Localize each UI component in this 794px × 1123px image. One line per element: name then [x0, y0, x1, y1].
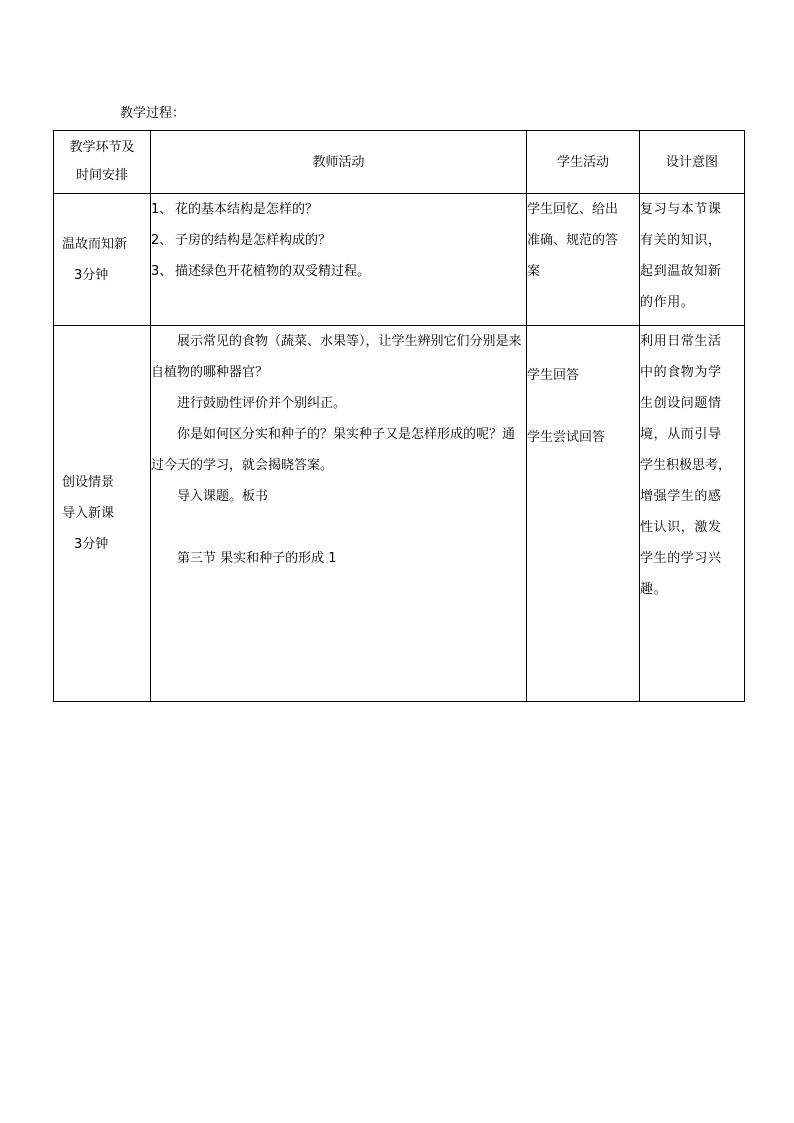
teacher-paragraph: 你是如何区分实和种子的？果实种子又是怎样形成的呢？通过今天的学习，就会揭晓答案。 — [151, 427, 516, 473]
design-text-line: 学生积极思考， — [640, 458, 732, 473]
design-text-line: 有关的知识， — [640, 233, 722, 248]
student-activity-intro — [527, 326, 640, 702]
design-text-line: 起到温故知新 — [640, 264, 722, 279]
teacher-activity-review — [151, 194, 527, 326]
design-text-line: 境，从而引导 — [640, 427, 722, 442]
list-item: 2、 子房的结构是怎样构成的？ — [151, 233, 332, 248]
teaching-process-table — [53, 130, 745, 702]
header-student: 学生活动 — [527, 131, 640, 194]
design-text-line: 性认识，激发 — [640, 520, 722, 535]
student-text-line: 学生回答 — [527, 368, 580, 383]
design-text-line: 利用日常生活 — [640, 334, 722, 349]
section-title: 教学过程： — [120, 106, 186, 121]
student-activity-review — [527, 194, 640, 326]
design-intent-review — [640, 194, 745, 326]
list-item: 1、 花的基本结构是怎样的？ — [151, 202, 319, 217]
teacher-paragraph: 进行鼓励性评价并个别纠正。 — [177, 396, 347, 411]
lesson-title: 第三节 果实和种子的形成 1 — [177, 551, 337, 566]
design-text-line: 学生的学习兴 — [640, 551, 722, 566]
table-header-row — [54, 131, 745, 194]
student-text-line: 准确、规范的答 — [527, 233, 619, 248]
design-text-line: 生创设问题情 — [640, 396, 722, 411]
design-text-line: 趣。 — [640, 582, 668, 597]
header-stage-line1: 教学环节及 — [69, 140, 135, 155]
stage-cell-intro — [54, 326, 151, 702]
design-text-line: 中的食物为学 — [640, 365, 722, 380]
stage-name: 创设情景 — [62, 475, 115, 490]
teacher-paragraph: 展示常见的食物（蔬菜、水果等），让学生辨别它们分别是来自植物的哪种器官？ — [151, 334, 522, 380]
design-intent-intro — [640, 326, 745, 702]
student-text-line: 学生回忆、给出 — [527, 202, 619, 217]
table-row — [54, 326, 745, 702]
design-text-line: 增强学生的感 — [640, 489, 722, 504]
stage-name-2: 导入新课 — [62, 506, 115, 521]
blank-line — [151, 512, 526, 543]
header-stage — [54, 131, 151, 194]
stage-time: 3分钟 — [74, 267, 109, 283]
teacher-activity-intro — [151, 326, 527, 702]
stage-cell-review — [54, 194, 151, 326]
table-row — [54, 194, 745, 326]
teacher-paragraph: 导入课题。板书 — [177, 489, 269, 504]
design-text-line: 复习与本节课 — [640, 202, 722, 217]
spacer — [527, 391, 639, 422]
stage-name: 温故而知新 — [62, 236, 128, 252]
design-text-line: 的作用。 — [640, 295, 695, 310]
header-design: 设计意图 — [640, 131, 745, 194]
stage-time: 3分钟 — [74, 537, 109, 552]
list-item: 3、 描述绿色开花植物的双受精过程。 — [151, 264, 371, 279]
header-stage-line2: 时间安排 — [75, 168, 128, 183]
header-teacher: 教师活动 — [151, 131, 527, 194]
student-text-line: 案 — [527, 264, 541, 279]
student-text-line: 学生尝试回答 — [527, 430, 606, 445]
